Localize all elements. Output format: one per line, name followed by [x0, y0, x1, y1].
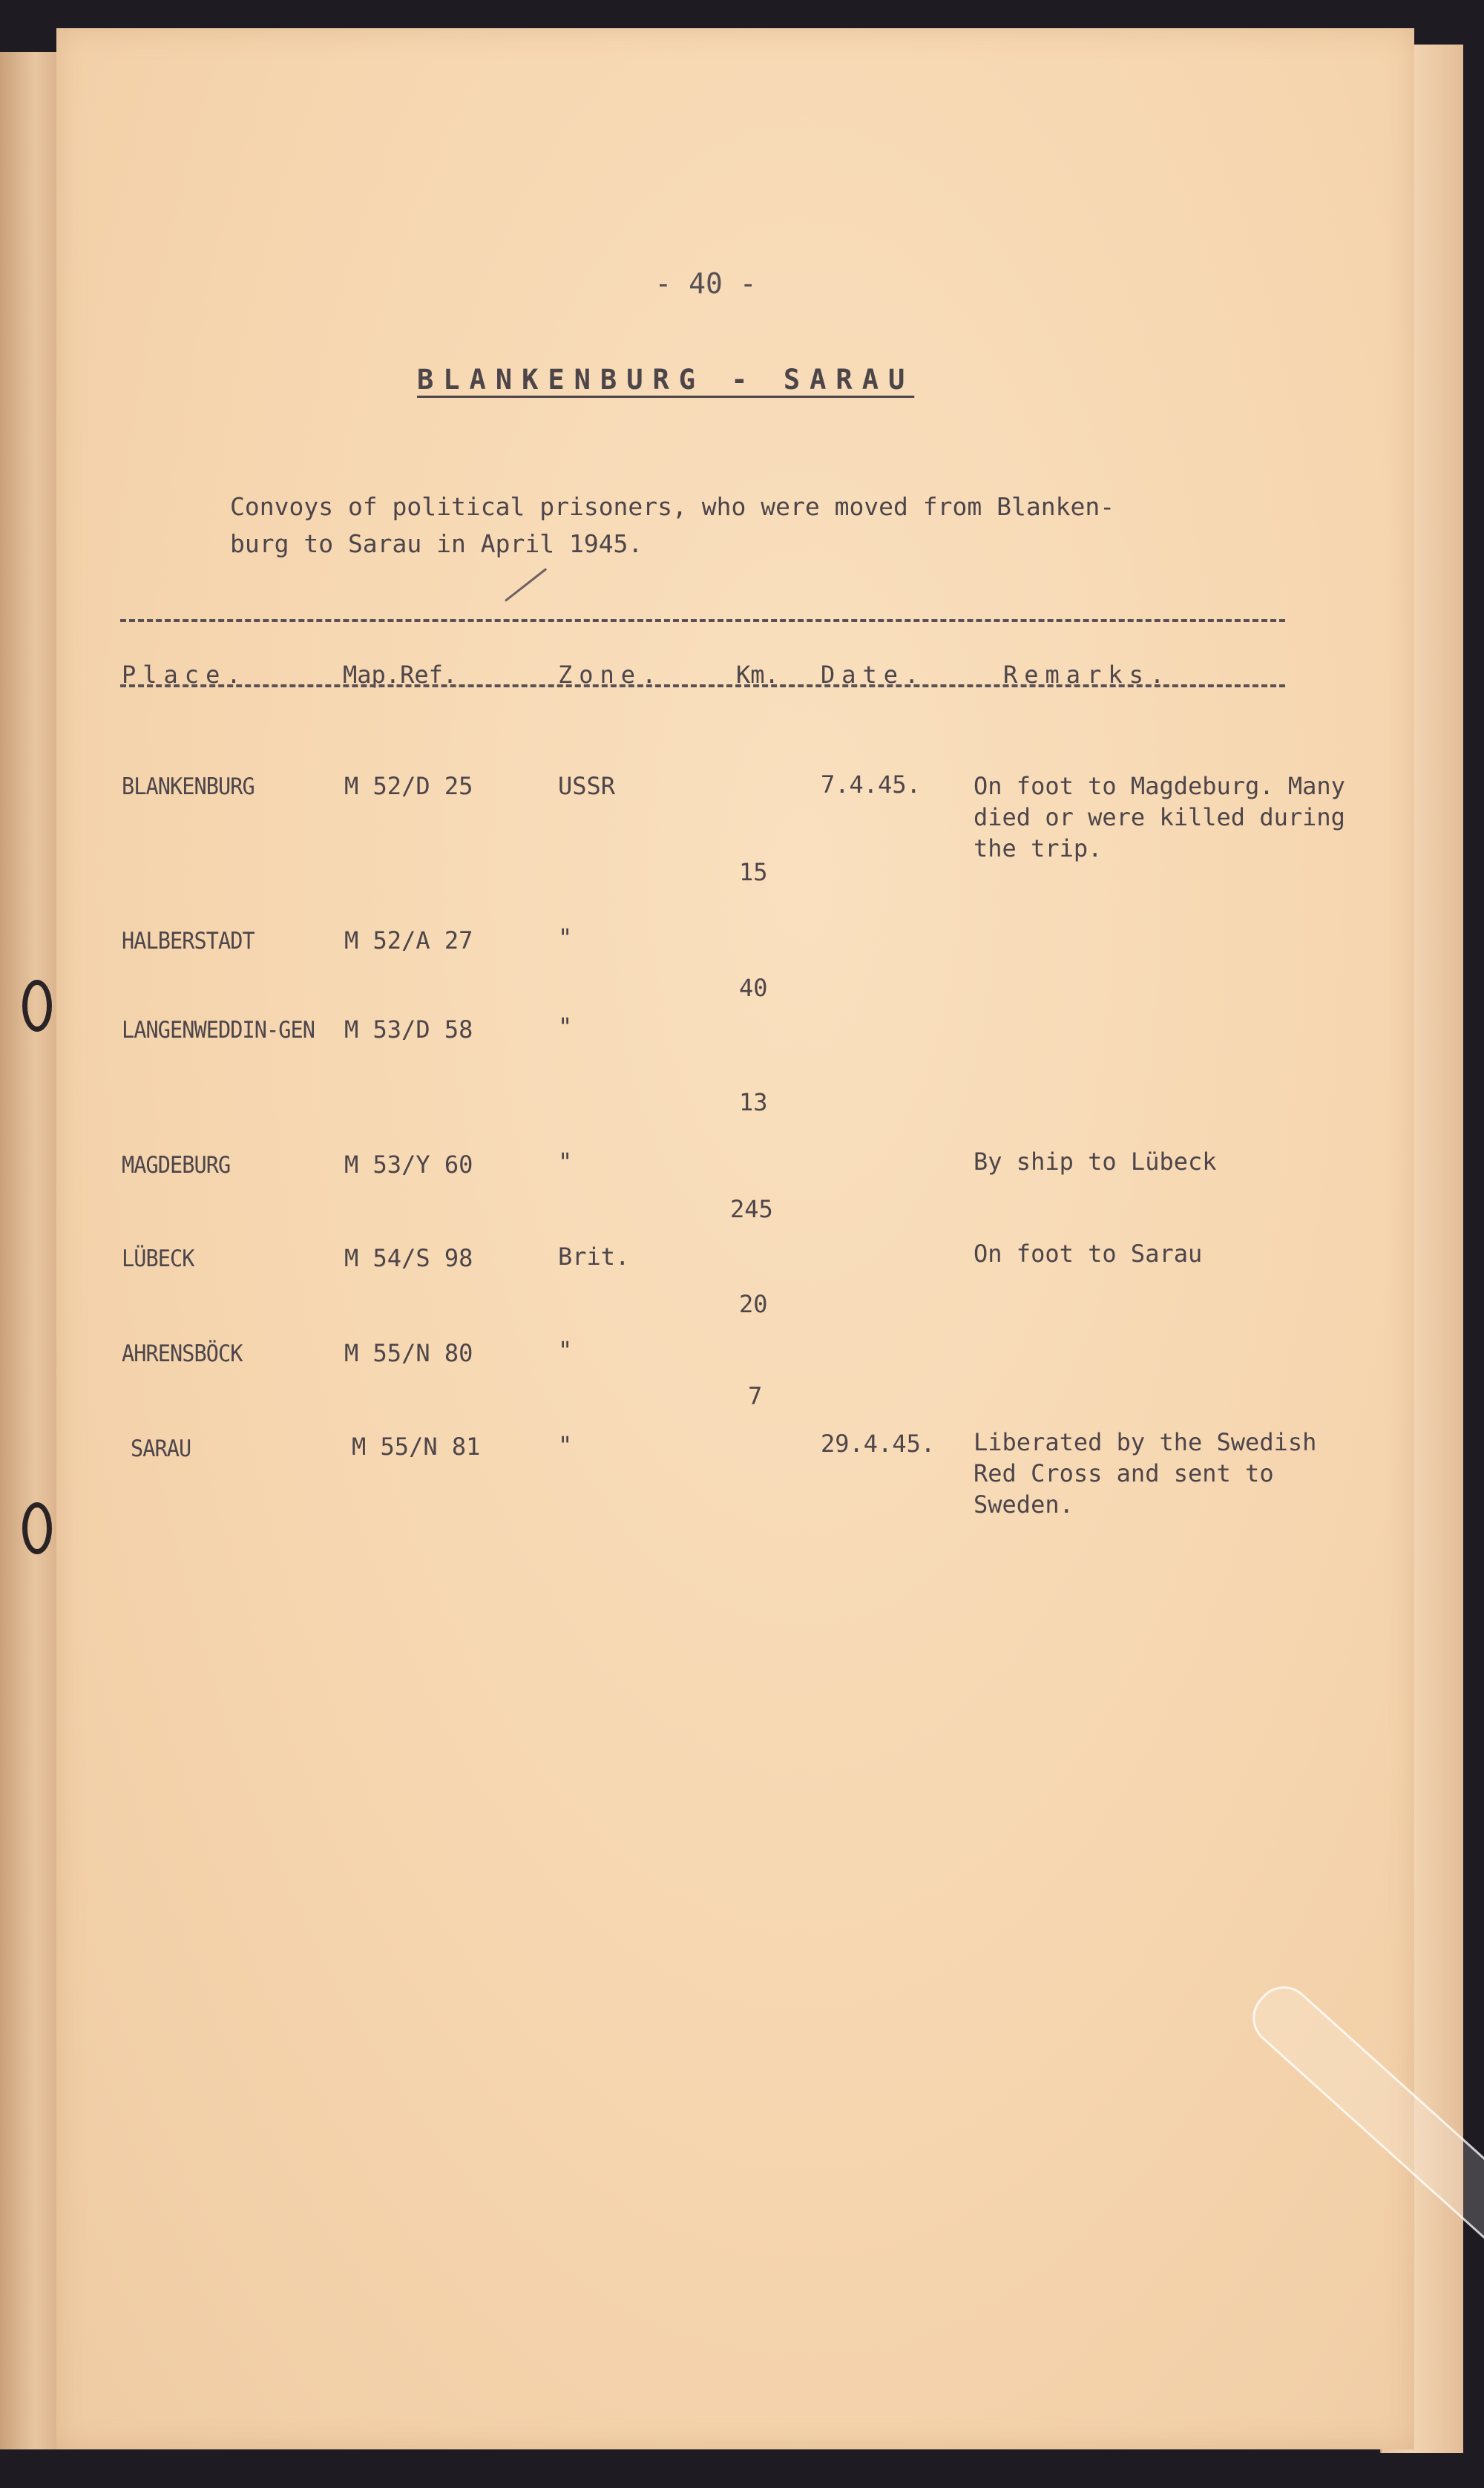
cell-remarks: By ship to Lübeck: [974, 1148, 1217, 1176]
cell-map-ref: M 53/Y 60: [344, 1150, 473, 1179]
distance-km: 7: [748, 1382, 763, 1410]
binder-ring: [22, 1502, 52, 1554]
cell-map-ref: M 53/D 58: [344, 1015, 473, 1044]
cell-map-ref: M 55/N 81: [352, 1433, 481, 1461]
cell-zone: ": [558, 1148, 573, 1176]
cell-zone: ": [558, 1336, 573, 1364]
distance-km: 245: [730, 1195, 773, 1223]
page-number: - 40 -: [654, 267, 757, 300]
cell-zone: ": [558, 1431, 573, 1459]
document-title: BLANKENBURG - SARAU: [417, 364, 915, 396]
pencil-tick-mark: [505, 568, 547, 601]
cell-zone: USSR: [558, 772, 616, 800]
cell-map-ref: M 54/S 98: [344, 1244, 473, 1272]
cell-place: BLANKENBURG: [122, 773, 255, 800]
header-remarks: Remarks.: [1003, 661, 1172, 689]
intro-paragraph: [230, 488, 1195, 563]
distance-km: 20: [739, 1290, 768, 1318]
distance-km: 13: [739, 1088, 768, 1116]
intro-line: Convoys of political prisoners, who were moved from Blanken-: [230, 492, 1115, 521]
cell-date: 7.4.45.: [821, 770, 921, 799]
distance-km: 40: [739, 974, 768, 1002]
cell-remarks: Liberated by the Swedish Red Cross and sent to Sweden.: [974, 1428, 1317, 1519]
cell-place: AHRENSBÖCK: [122, 1340, 243, 1367]
facing-page-edge: [0, 52, 64, 2449]
header-map-ref: Map.Ref.: [343, 661, 458, 689]
cell-place: SARAU: [131, 1435, 191, 1462]
cell-date: 29.4.45.: [821, 1430, 936, 1458]
cell-place: LANGENWEDDIN-GEN: [122, 1017, 315, 1044]
header-date: Date.: [821, 661, 926, 689]
table-top-rule: [120, 619, 1285, 622]
cell-map-ref: M 52/A 27: [344, 926, 473, 955]
cell-remarks: On foot to Magdeburg. Many died or were killed during the trip.: [974, 772, 1345, 862]
cell-place: HALBERSTADT: [122, 928, 255, 955]
distance-km: 15: [739, 858, 768, 886]
binder-ring: [22, 980, 52, 1032]
cell-zone: ": [558, 1012, 573, 1041]
intro-line: burg to Sarau in April 1945.: [230, 529, 643, 558]
cell-place: LÜBECK: [122, 1245, 194, 1272]
header-km: Km.: [736, 661, 779, 689]
document-page: [56, 28, 1414, 2449]
header-zone: Zone.: [558, 661, 663, 689]
header-place: Place.: [122, 661, 248, 689]
table-header-rule: [120, 684, 1285, 687]
cell-map-ref: M 52/D 25: [344, 772, 473, 800]
cell-zone: Brit.: [558, 1243, 630, 1271]
cell-place: MAGDEBURG: [122, 1152, 231, 1179]
cell-map-ref: M 55/N 80: [344, 1339, 473, 1367]
cell-zone: ": [558, 923, 573, 952]
cell-remarks: On foot to Sarau: [974, 1240, 1203, 1268]
